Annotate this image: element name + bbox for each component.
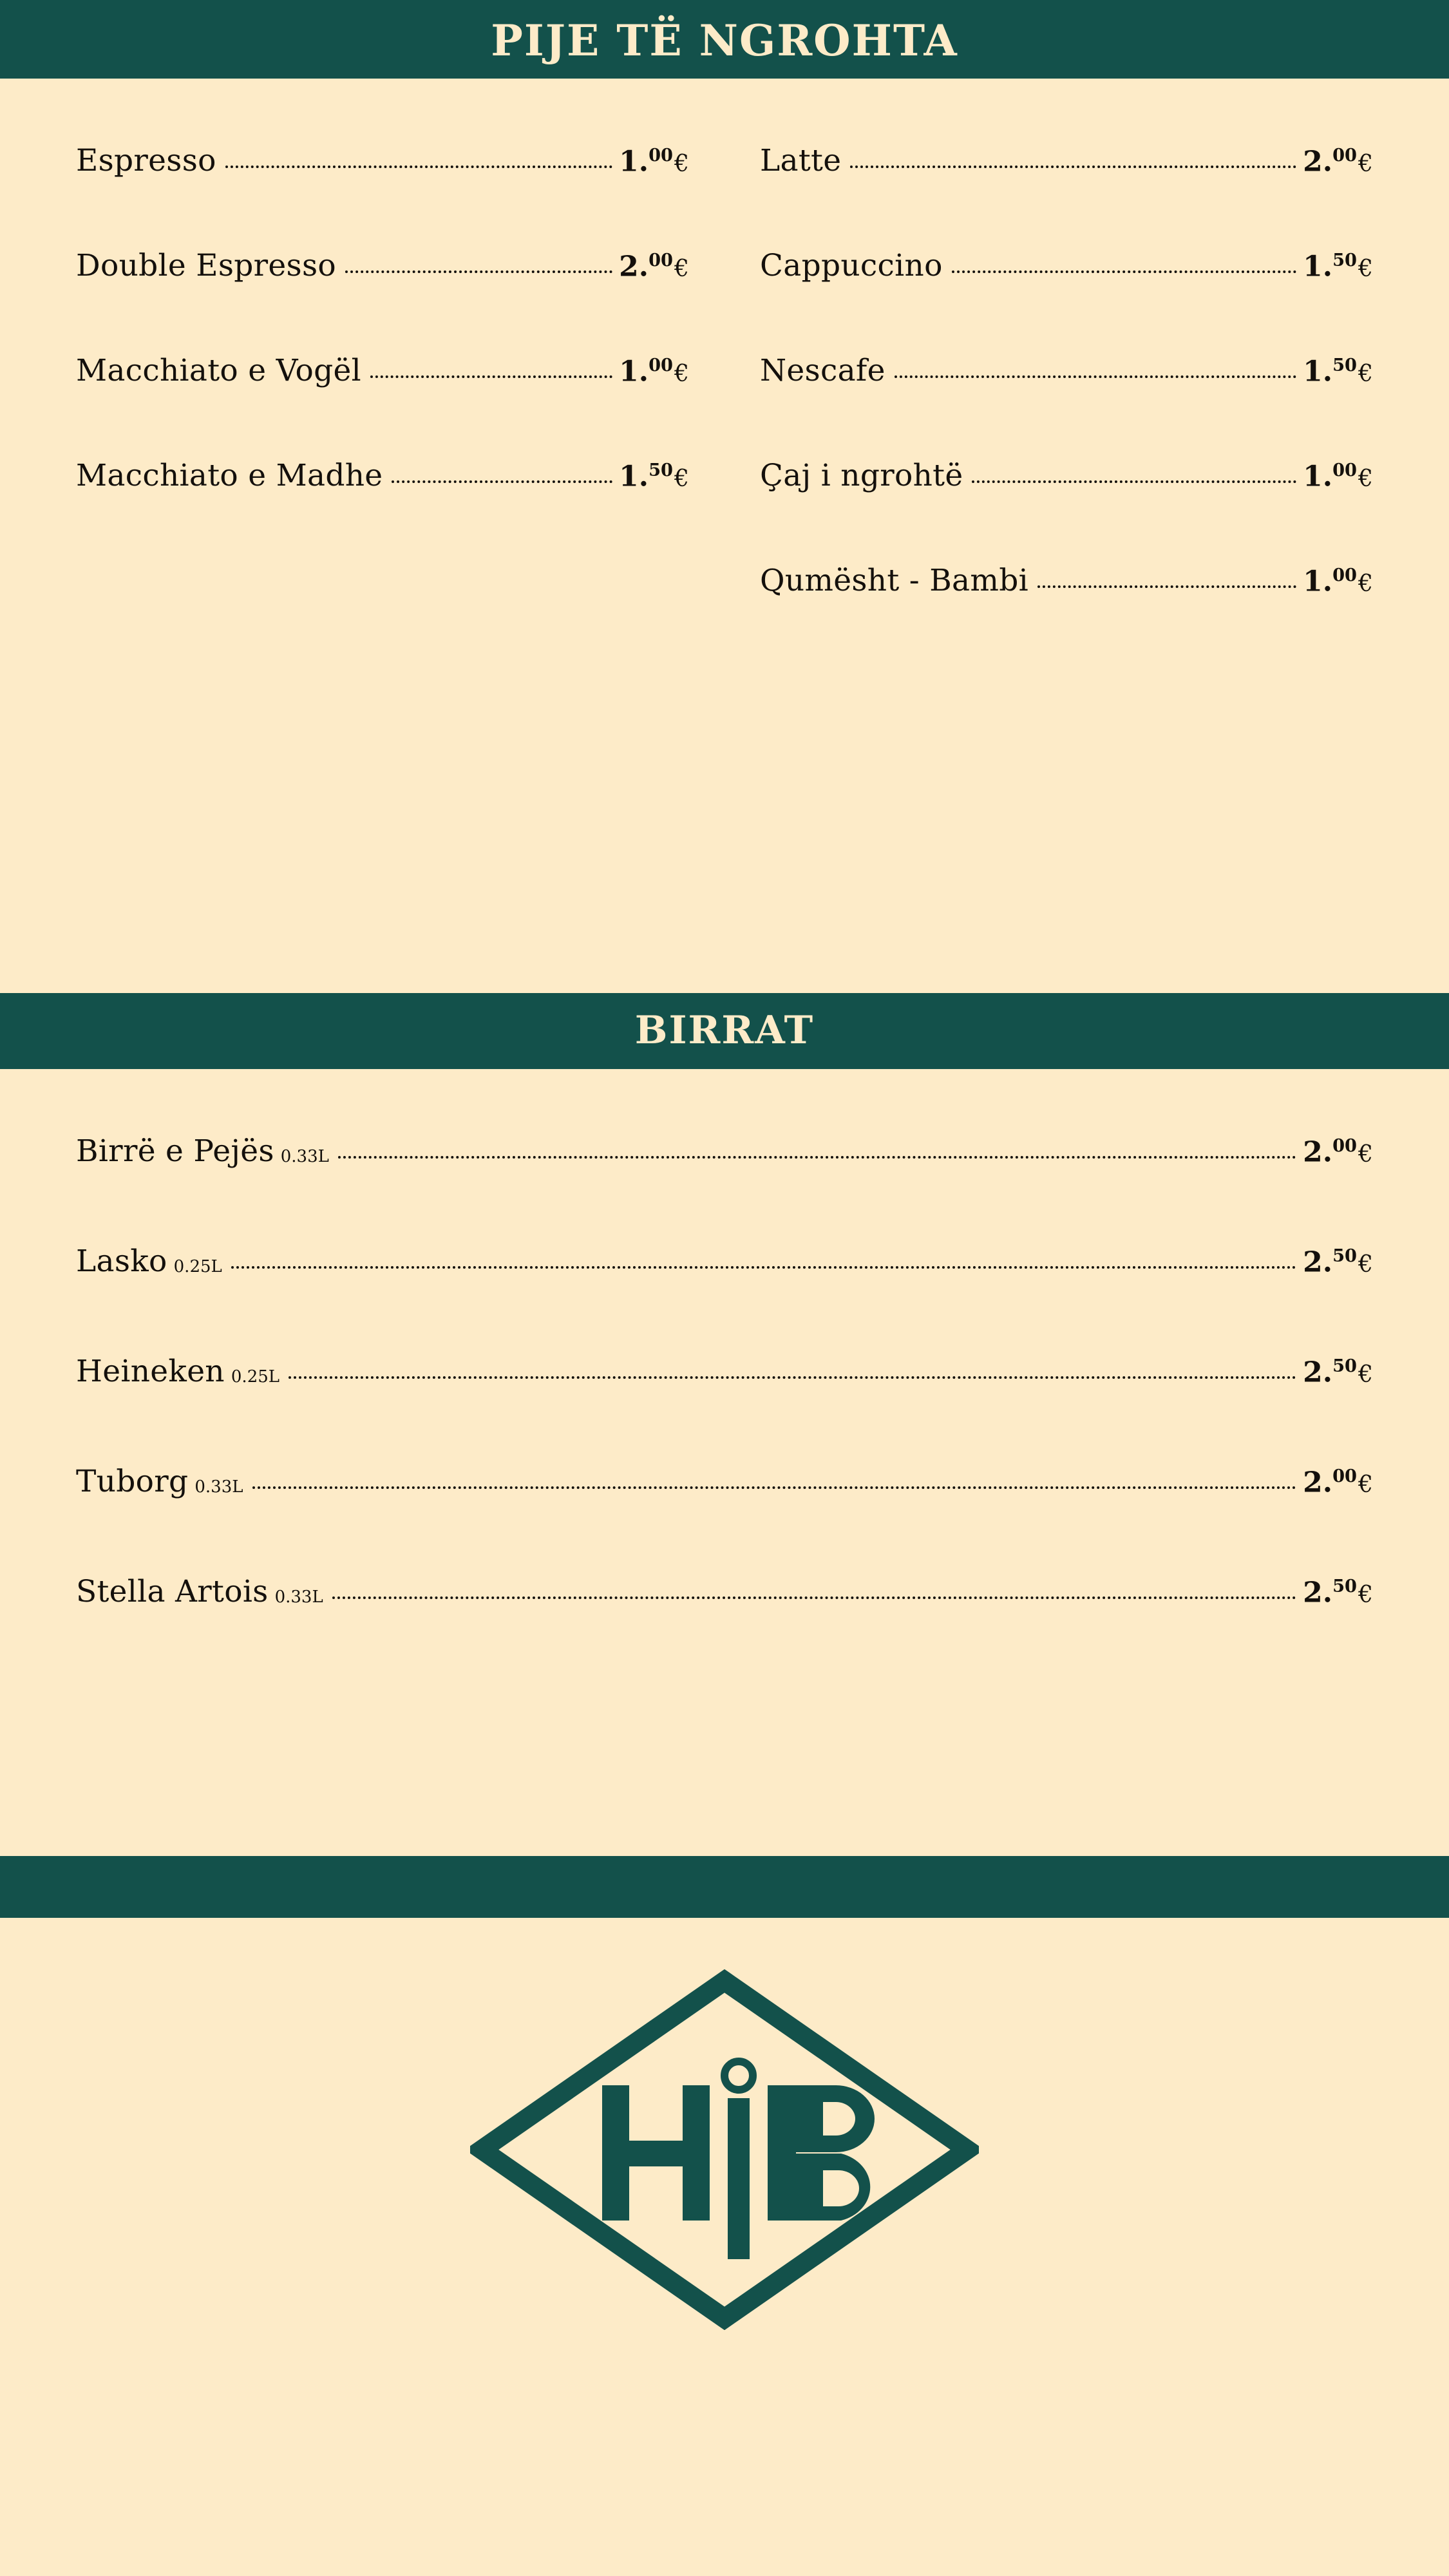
item-name: Double Espresso <box>76 248 336 283</box>
price-currency: € <box>674 255 689 282</box>
menu-row <box>76 1464 1373 1499</box>
item-price <box>1303 1135 1373 1169</box>
hot-drinks-items <box>0 79 1449 993</box>
item-price <box>1303 460 1373 493</box>
item-volume: 0.25L <box>231 1367 280 1387</box>
item-name: Lasko <box>76 1244 167 1279</box>
price-main: 2. <box>619 251 649 283</box>
menu-row <box>76 1244 1373 1279</box>
price-cents: 50 <box>1332 355 1358 376</box>
price-cents: 00 <box>1332 1135 1358 1157</box>
price-cents: 00 <box>1332 565 1358 586</box>
item-name: Latte <box>760 143 842 178</box>
item-name: Birrë e Pejës <box>76 1133 274 1169</box>
dot-leader <box>345 270 612 273</box>
item-volume: 0.25L <box>173 1257 222 1276</box>
dot-leader <box>895 375 1296 378</box>
price-currency: € <box>1358 360 1373 387</box>
dot-leader <box>225 165 612 168</box>
item-price <box>1303 355 1373 388</box>
hot-drinks-column-right <box>760 129 1373 993</box>
price-main: 1. <box>1303 565 1333 598</box>
price-main: 1. <box>1303 355 1333 388</box>
item-price <box>1303 1245 1373 1279</box>
item-name: Cappuccino <box>760 248 943 283</box>
price-main: 1. <box>619 355 649 388</box>
dot-leader <box>952 270 1296 273</box>
price-cents: 00 <box>649 250 674 271</box>
dot-leader <box>231 1265 1296 1269</box>
price-main: 2. <box>1303 146 1333 178</box>
dot-leader <box>289 1376 1296 1379</box>
section-title-beers: BIRRAT <box>634 1008 815 1053</box>
menu-row <box>76 353 689 388</box>
hb-diamond-logo <box>470 1969 979 2330</box>
logo-area <box>0 1918 1449 2576</box>
dot-leader <box>370 375 612 378</box>
item-volume: 0.33L <box>280 1147 329 1166</box>
price-currency: € <box>1358 1141 1373 1168</box>
price-cents: 00 <box>649 355 674 376</box>
item-name: Macchiato e Vogël <box>76 353 361 388</box>
menu-row <box>760 458 1373 493</box>
price-cents: 50 <box>1332 1576 1358 1597</box>
item-price <box>619 355 689 388</box>
item-name: Qumësht - Bambi <box>760 563 1028 598</box>
price-currency: € <box>1358 1251 1373 1278</box>
price-cents: 00 <box>1332 145 1358 166</box>
item-price <box>1303 145 1373 178</box>
item-name: Nescafe <box>760 353 886 388</box>
price-cents: 50 <box>649 460 674 481</box>
price-currency: € <box>674 150 689 177</box>
price-currency: € <box>1358 1361 1373 1388</box>
price-currency: € <box>1358 150 1373 177</box>
menu-row <box>760 248 1373 283</box>
item-name: Heineken <box>76 1354 225 1389</box>
section-title-hot-drinks: PIJE TË NGROHTA <box>491 15 958 66</box>
item-name: Macchiato e Madhe <box>76 458 383 493</box>
dot-leader <box>1037 585 1296 588</box>
item-volume: 0.33L <box>194 1477 243 1497</box>
menu-row <box>760 143 1373 178</box>
menu-row <box>76 1354 1373 1389</box>
menu-row <box>76 248 689 283</box>
price-currency: € <box>674 360 689 387</box>
price-currency: € <box>1358 1471 1373 1498</box>
item-price <box>1303 565 1373 598</box>
price-main: 1. <box>1303 251 1333 283</box>
dot-leader <box>972 480 1296 483</box>
price-cents: 50 <box>1332 1245 1358 1267</box>
menu-row <box>760 563 1373 598</box>
price-main: 1. <box>619 146 649 178</box>
item-price <box>619 460 689 493</box>
dot-leader <box>338 1155 1296 1159</box>
price-currency: € <box>674 465 689 492</box>
item-name: Çaj i ngrohtë <box>760 458 963 493</box>
price-main: 1. <box>619 460 649 493</box>
item-price <box>1303 1466 1373 1499</box>
item-name: Espresso <box>76 143 216 178</box>
price-main: 2. <box>1303 1577 1333 1609</box>
price-cents: 50 <box>1332 250 1358 271</box>
price-cents: 00 <box>1332 460 1358 481</box>
menu-row <box>76 458 689 493</box>
price-cents: 00 <box>1332 1466 1358 1487</box>
item-volume: 0.33L <box>274 1587 323 1607</box>
item-price <box>1303 1576 1373 1609</box>
price-currency: € <box>1358 255 1373 282</box>
price-cents: 50 <box>1332 1356 1358 1377</box>
item-price <box>1303 1356 1373 1389</box>
item-name: Tuborg <box>76 1464 189 1499</box>
hot-drinks-column-left <box>76 129 689 993</box>
price-main: 2. <box>1303 1356 1333 1389</box>
item-price <box>619 250 689 283</box>
price-currency: € <box>1358 1581 1373 1608</box>
price-main: 2. <box>1303 1246 1333 1279</box>
item-name: Stella Artois <box>76 1574 269 1609</box>
dot-leader <box>332 1596 1296 1599</box>
price-currency: € <box>1358 570 1373 597</box>
beers-items <box>0 1069 1449 1856</box>
price-main: 1. <box>1303 460 1333 493</box>
footer-accent-bar <box>0 1856 1449 1918</box>
item-price <box>1303 250 1373 283</box>
price-main: 2. <box>1303 1136 1333 1169</box>
menu-row <box>76 1574 1373 1609</box>
section-header-hot-drinks <box>0 0 1449 79</box>
section-header-beers <box>0 993 1449 1069</box>
menu-row <box>76 143 689 178</box>
dot-leader <box>252 1486 1297 1489</box>
dot-leader <box>392 480 612 483</box>
dot-leader <box>850 165 1296 168</box>
item-price <box>619 145 689 178</box>
price-cents: 00 <box>649 145 674 166</box>
price-main: 2. <box>1303 1466 1333 1499</box>
price-currency: € <box>1358 465 1373 492</box>
menu-row <box>760 353 1373 388</box>
menu-row <box>76 1133 1373 1169</box>
